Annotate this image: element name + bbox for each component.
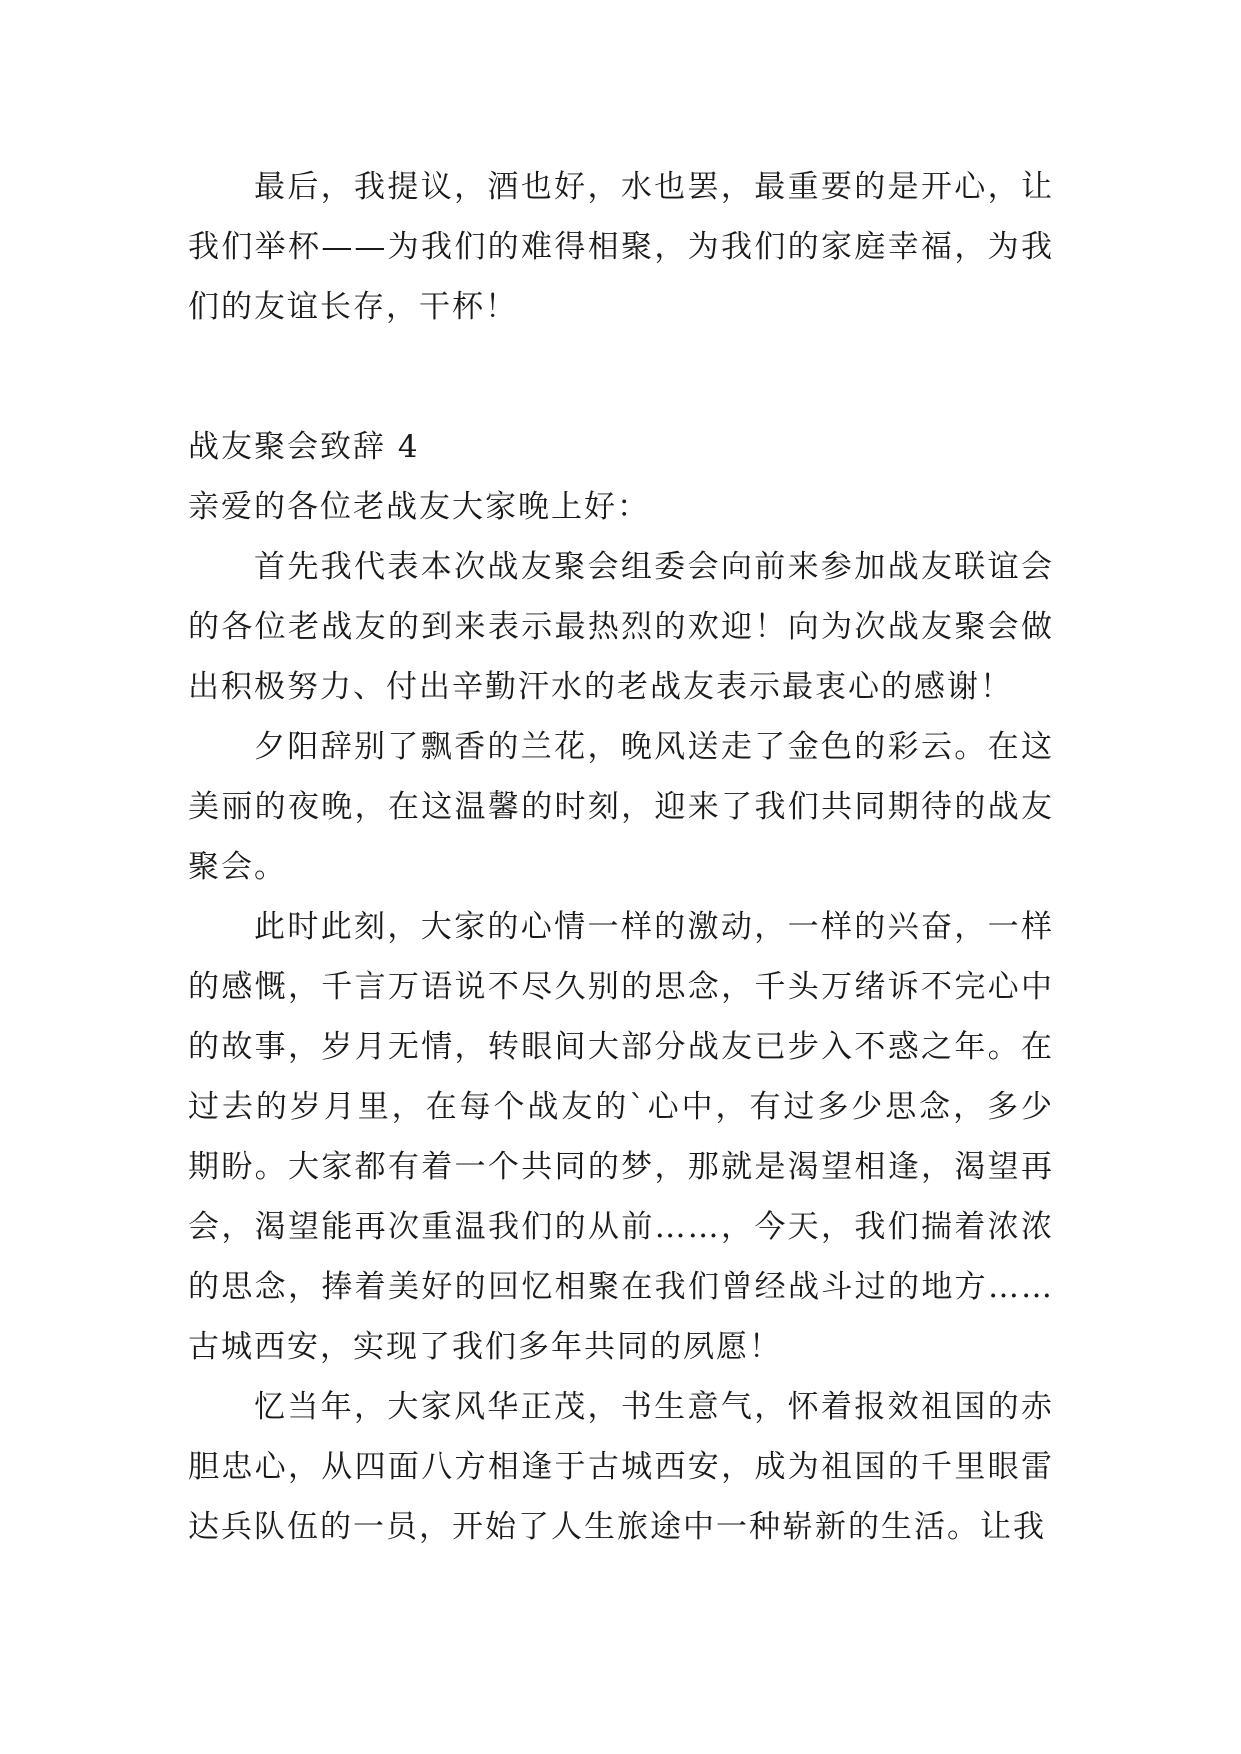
section-title: 战友聚会致辞 4 — [188, 429, 420, 465]
greeting: 亲爱的各位老战友大家晚上好： — [188, 489, 650, 525]
paragraph-emotions: 此时此刻，大家的心情一样的激动，一样的兴奋，一样的感慨，千言万语说不尽久别的思念，千头万绪诉不完心中的故事，岁月无情，转眼间大部分战友已步入不惑之年。在过去的岁月里，在每个战友的`心中，有过多少思念，多少期盼。大家都有着一个共同的梦，那就是渴望相逢，渴望再会，渴望能再次重温我们的从前……，今天，我们揣着浓浓的思念，捧着美好的回忆相聚在我们曾经战斗过的地方……古城西安，实现了我们多年共同的夙愿！ — [188, 909, 1054, 1365]
paragraph-memories: 忆当年，大家风华正茂，书生意气，怀着报效祖国的赤胆忠心，从四面八方相逢于古城西安，成为祖国的千里眼雷达兵队伍的一员，开始了人生旅途中一种崭新的生活。让我 — [188, 1389, 1054, 1545]
paragraph-evening: 夕阳辞别了飘香的兰花，晚风送走了金色的彩云。在这美丽的夜晚，在这温馨的时刻，迎来了我们共同期待的战友聚会。 — [188, 729, 1054, 885]
document-body — [188, 157, 1054, 1557]
paragraph-welcome: 首先我代表本次战友聚会组委会向前来参加战友联谊会的各位老战友的到来表示最热烈的欢迎！向为次战友聚会做出积极努力、付出辛勤汗水的老战友表示最衷心的感谢！ — [188, 549, 1054, 705]
closing-paragraph: 最后，我提议，酒也好，水也罢，最重要的是开心，让我们举杯——为我们的难得相聚，为我们的家庭幸福，为我们的友谊长存，干杯！ — [188, 169, 1054, 325]
section-spacer — [188, 337, 1054, 417]
